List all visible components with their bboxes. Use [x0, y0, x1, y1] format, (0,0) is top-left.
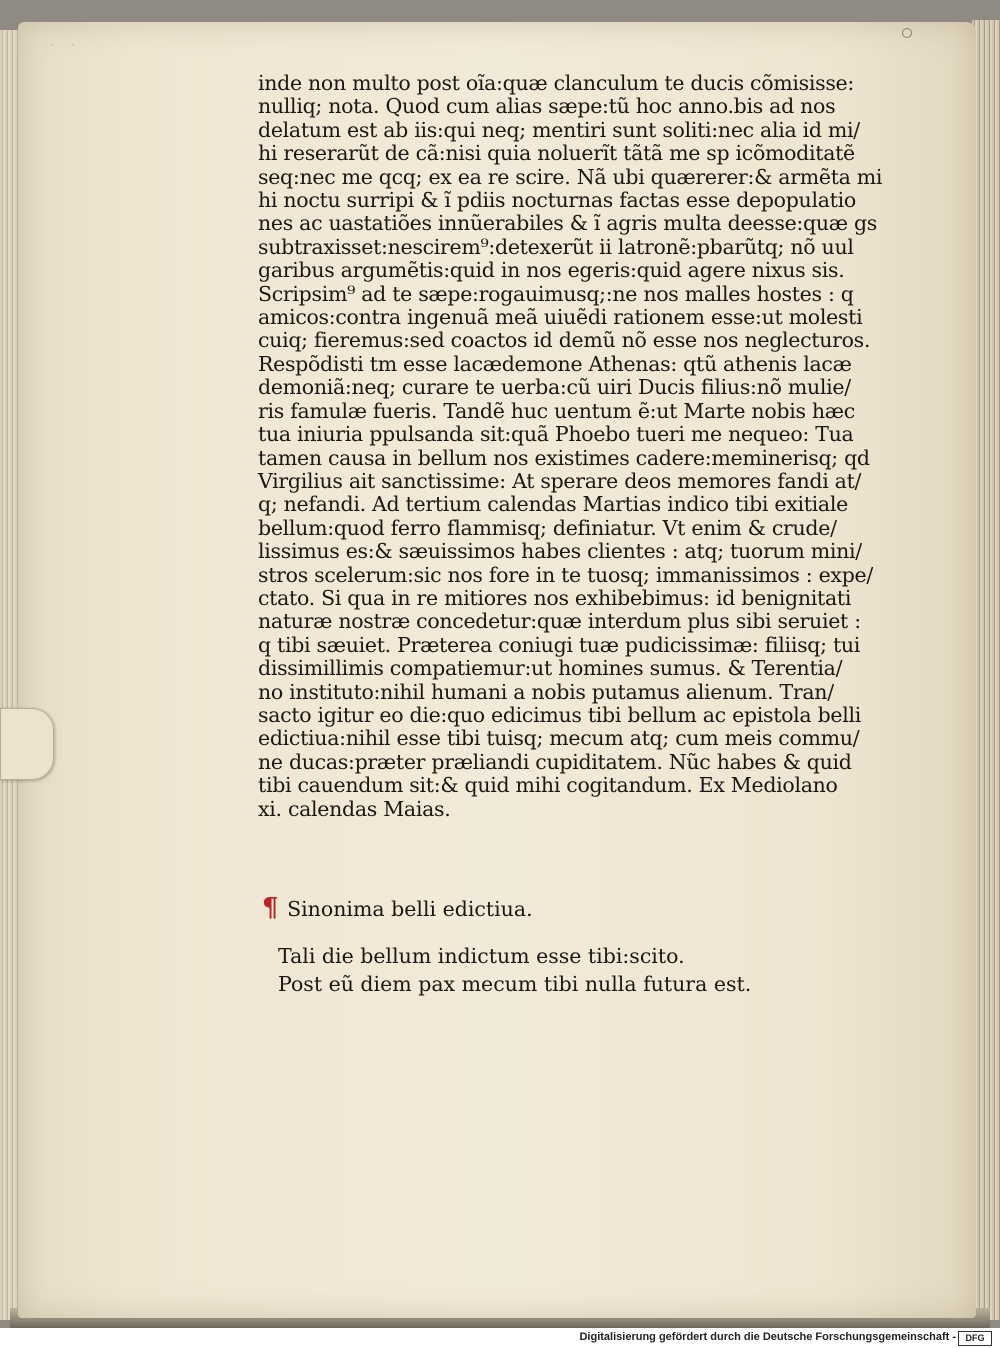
text-line: demoniã:neq; curare te uerba:cũ uiri Ducis filius:nõ mulie/	[258, 375, 851, 400]
rubric-heading-text: Sinonima belli edictiua.	[287, 897, 533, 921]
footer-credit: Digitalisierung gefördert durch die Deutsche Forschungsgemeinschaft -	[579, 1331, 956, 1343]
synonym-list	[278, 942, 878, 998]
faded-marginal-mark: · ·	[50, 38, 82, 54]
dfg-logo: DFG	[958, 1331, 992, 1346]
text-line: ris famulæ fueris. Tandẽ huc uentum ẽ:ut Marte nobis hæc	[258, 398, 855, 423]
digitization-footer	[0, 1328, 1000, 1348]
text-line: dissimillimis compatiemur:ut homines sumus. & Terentia/	[258, 656, 843, 681]
text-line: sacto igitur eo die:quo edicimus tibi bellum ac epistola belli	[258, 702, 861, 727]
text-line: ne ducas:præter præliandi cupiditatem. Nũc habes & quid	[258, 749, 852, 774]
text-line: tamen causa in bellum nos existimes cadere:meminerisq; qd	[258, 445, 870, 470]
text-line: nes ac uastatiões innũerabiles & ĩ agris multa deesse:quæ gs	[258, 211, 877, 236]
text-line: nulliq; nota. Quod cum alias sæpe:tũ hoc anno.bis ad nos	[258, 94, 836, 119]
text-line: Respõdisti tm esse lacædemone Athenas: qtũ athenis lacæ	[258, 351, 852, 376]
main-text-block	[258, 72, 926, 821]
book-page-edges-right	[972, 20, 1000, 1320]
text-line: inde non multo post oĩa:quæ clanculum te ducis cõmisisse:	[258, 71, 854, 95]
text-line: no instituto:nihil humani a nobis putamus alienum. Tran/	[258, 679, 834, 704]
text-line: edictiua:nihil esse tibi tuisq; mecum atq; cum meis commu/	[258, 726, 860, 751]
text-line: q tibi sæuiet. Præterea coniugi tuæ pudicissimæ: filiisq; tui	[258, 632, 861, 657]
text-line: lissimus es:& sæuissimos habes clientes : atq; tuorum mini/	[258, 539, 862, 564]
text-line: Virgilius ait sanctissime: At sperare deos memores fandi at/	[258, 468, 862, 493]
text-line: garibus argumẽtis:quid in nos egeris:quid agere nixus sis.	[258, 258, 845, 283]
text-line: hi reserarũt de cã:nisi quia noluerĩt tãtã me sp icõmoditatẽ	[258, 141, 855, 166]
synonym-line: Post eũ diem pax mecum tibi nulla futura est.	[278, 972, 752, 996]
rubric-heading	[262, 895, 862, 922]
text-line: delatum est ab iis:qui neq; mentiri sunt soliti:nec alia id mi/	[258, 117, 860, 142]
pilcrow-icon: ¶	[262, 893, 279, 923]
text-line: Scripsim⁹ ad te sæpe:rogauimusq;:ne nos malles hostes : q	[258, 281, 854, 306]
text-line: q; nefandi. Ad tertium calendas Martias indico tibi exitiale	[258, 492, 848, 517]
text-line: bellum:quod ferro flammisq; definiatur. Vt enim & crude/	[258, 515, 837, 540]
corner-mark	[902, 28, 912, 38]
text-line: tua iniuria ppulsanda sit:quã Phoebo tueri me nequeo: Tua	[258, 422, 854, 447]
text-line: cuiq; fieremus:sed coactos id demũ nõ esse nos neglecturos.	[258, 328, 871, 353]
text-line: hi noctu surripi & ĩ pdiis nocturnas factas esse depopulatio	[258, 188, 856, 213]
text-line: seq:nec me qcq; ex ea re scire. Nã ubi quærerer:& armẽta mi	[258, 164, 883, 189]
text-line: xi. calendas Maias.	[258, 796, 451, 821]
clasp-tab	[0, 708, 54, 780]
synonym-line: Tali die bellum indictum esse tibi:scito.	[278, 944, 685, 968]
text-line: ctato. Si qua in re mitiores nos exhibebimus: id benignitati	[258, 585, 852, 610]
text-line: amicos:contra ingenuã meã uiuẽdi rationem esse:ut molesti	[258, 305, 863, 330]
text-line: subtraxisset:nescirem⁹:detexerũt ii latronẽ:pbarũtq; nõ uul	[258, 234, 854, 259]
text-line: naturæ nostræ concedetur:quæ interdum plus sibi seruiet :	[258, 609, 861, 634]
text-line: stros scelerum:sic nos fore in te tuosq; immanissimos : expe/	[258, 562, 873, 587]
text-line: tibi cauendum sit:& quid mihi cogitandum. Ex Mediolano	[258, 773, 838, 798]
